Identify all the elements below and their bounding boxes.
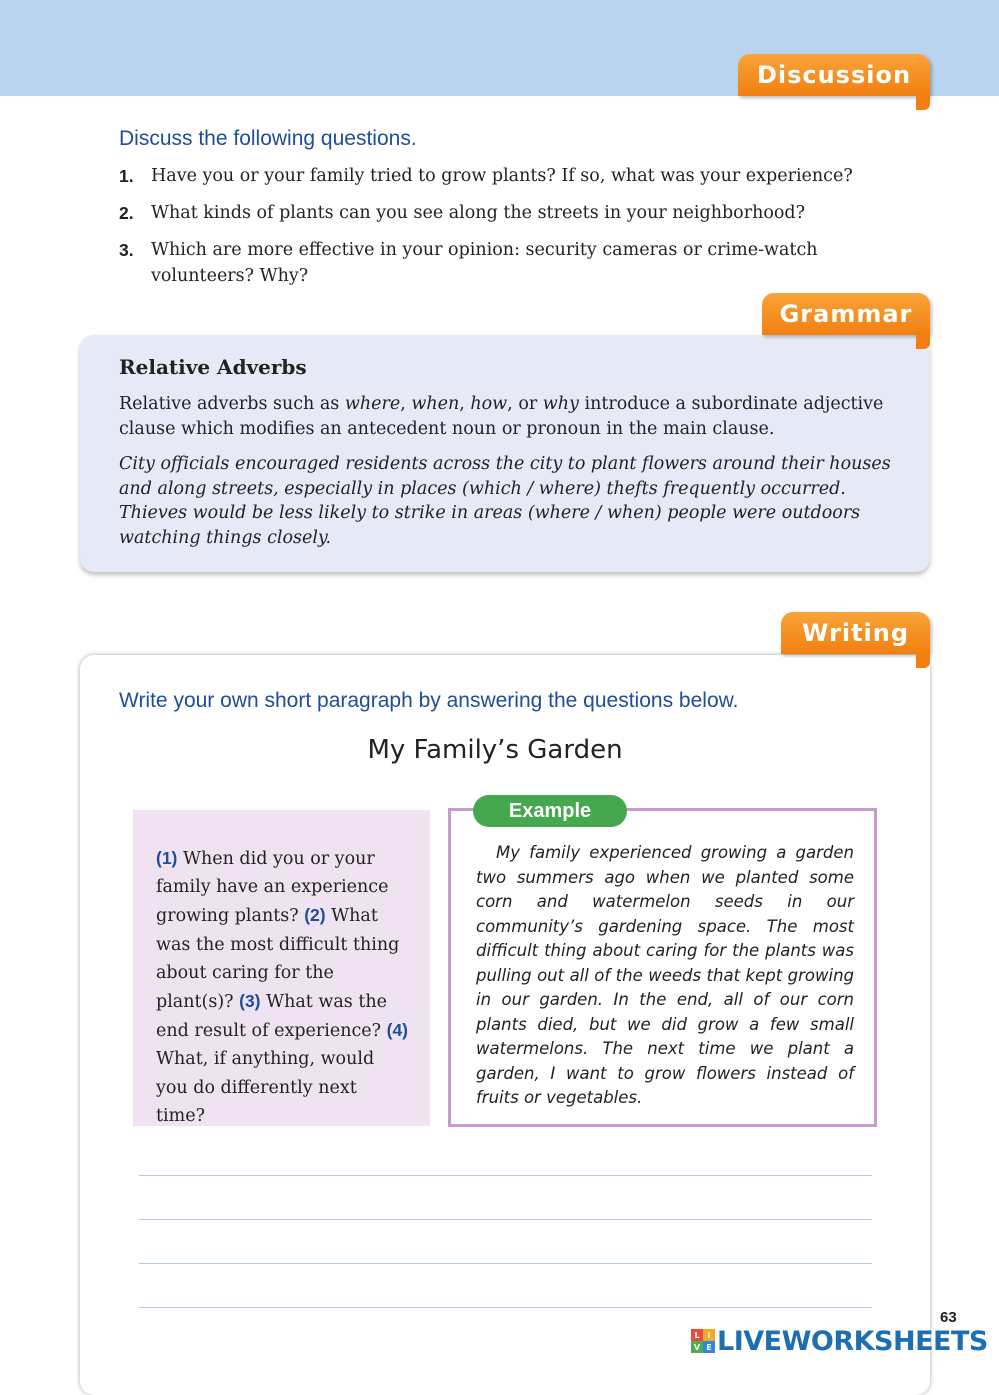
- example-paragraph: My family experienced growing a garden two summers ago when we planted some corn and watermelon seeds in our community’s gardening space. The most difficult thing about caring for the plants was pulling out all of the weeds that kept growing in our garden. In the end, all of our corn plants died, but we did grow a few small watermelons. The next time we plant a garden, I want to grow flowers instead of fruits or vegetables.: [476, 843, 854, 1107]
- liveworksheets-logo-icon: [691, 1329, 715, 1353]
- grammar-title: Relative Adverbs: [119, 355, 307, 379]
- logo-letter: E: [703, 1341, 715, 1353]
- question-text: Which are more effective in your opinion: security cameras or crime-watch volunteers? Why?: [151, 240, 818, 286]
- question-text: Have you or your family tried to grow plants? If so, what was your experience?: [151, 166, 853, 186]
- discussion-question: [119, 200, 909, 226]
- prompt-text: What was the most difficult thing about caring for the plant(s)?: [156, 906, 400, 1013]
- definition-suffix: introduce a subordinate adjective clause which modifies an antecedent noun or pronoun in the main clause.: [119, 394, 884, 439]
- prompt-text: What was the end result of experience?: [156, 992, 387, 1042]
- definition-or: or: [518, 394, 538, 414]
- page-number: 63: [940, 1309, 957, 1326]
- logo-letter: V: [691, 1341, 703, 1353]
- question-text: What kinds of plants can you see along the streets in your neighborhood?: [151, 203, 806, 223]
- grammar-example-1: City officials encouraged residents across the city to plant flowers around their houses and along streets, especially in places (which / where) thefts frequently occurred.: [119, 454, 891, 499]
- discussion-question-list: [119, 163, 909, 300]
- writing-line-2[interactable]: [139, 1219, 872, 1220]
- grammar-tab: Grammar: [762, 293, 930, 335]
- brand-name: LIVEWORKSHEETS: [717, 1325, 988, 1357]
- grammar-box: [80, 335, 930, 572]
- adverb-when: when: [411, 394, 460, 414]
- prompt-text: What, if anything, would you do differently next time?: [156, 1049, 375, 1126]
- writing-line-4[interactable]: [139, 1307, 872, 1308]
- adverb-why: why: [542, 394, 579, 414]
- prompt-questions: [156, 844, 411, 1130]
- discussion-question: [119, 237, 909, 289]
- grammar-example-2: Thieves would be less likely to strike in areas (where / when) people were outdoors watching things closely.: [119, 503, 861, 548]
- discussion-instruction: Discuss the following questions.: [119, 127, 417, 150]
- adverb-where: where: [344, 394, 401, 414]
- discussion-question: [119, 163, 909, 189]
- question-number: 3.: [119, 240, 134, 260]
- logo-letter: I: [703, 1329, 715, 1341]
- writing-instruction: Write your own short paragraph by answering the questions below.: [119, 689, 739, 712]
- discussion-tab: Discussion: [738, 54, 930, 96]
- prompt-questions-box: [133, 810, 430, 1126]
- grammar-examples: [119, 452, 909, 550]
- writing-tab: Writing: [781, 612, 930, 654]
- logo-letter: L: [691, 1329, 703, 1341]
- question-number: 2.: [119, 203, 134, 223]
- writing-line-3[interactable]: [139, 1263, 872, 1264]
- example-badge: Example: [473, 795, 627, 827]
- example-box: [448, 808, 877, 1127]
- prompt-text: When did you or your family have an experience growing plants?: [156, 849, 389, 927]
- prompt-number: (4): [386, 1020, 409, 1041]
- prompt-number: (2): [304, 905, 326, 926]
- prompt-number: (1): [156, 848, 178, 868]
- liveworksheets-brand[interactable]: [691, 1325, 988, 1357]
- definition-prefix: Relative adverbs such as: [119, 394, 345, 414]
- question-number: 1.: [119, 166, 134, 186]
- paragraph-title: My Family’s Garden: [367, 735, 623, 765]
- writing-line-1[interactable]: [139, 1175, 872, 1176]
- grammar-definition: Relative adverbs such as where, when, how, or why introduce a subordinate adjective clause which modifies an antecedent noun or pronoun in the main clause.: [119, 394, 884, 439]
- adverb-how: how: [470, 394, 508, 414]
- prompt-number: (3): [239, 991, 261, 1012]
